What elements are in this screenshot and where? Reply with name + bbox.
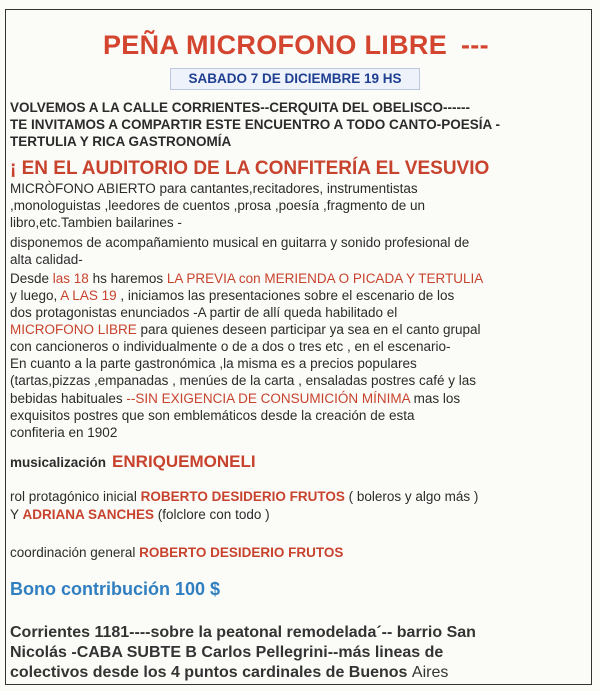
text: coordinación general xyxy=(10,545,140,560)
highlight-time: las 18 xyxy=(52,271,89,286)
music-name: ENRIQUEMONELI xyxy=(112,452,256,471)
text: , iniciamos las presentaciones sobre el escenario de los xyxy=(116,288,455,303)
music-label: musicalización xyxy=(10,455,107,470)
body-line-3: libro,etc.Tambien bailarines - xyxy=(10,215,182,230)
intro-line-2: TE INVITAMOS A COMPARTIR ESTE ENCUENTRO A TODO CANTO-POESÍA - xyxy=(10,117,501,132)
body-line-11: En cuanto a la parte gastronómica ,la misma es a precios populares xyxy=(10,356,417,371)
text: ( boleros y algo más ) xyxy=(344,489,479,504)
text: hs haremos xyxy=(88,271,167,286)
role-line-1 xyxy=(10,489,478,505)
text: mas los xyxy=(409,391,461,406)
venue-heading: ¡ EN EL AUDITORIO DE LA CONFITERÍA EL VESUVIO xyxy=(10,158,490,179)
body-line-8: dos protagonistas enunciados -A partir de allí queda habilitado el xyxy=(10,305,398,320)
coordinator-name: ROBERTO DESIDERIO FRUTOS xyxy=(139,545,344,560)
highlight-time: A LAS 19 xyxy=(60,288,117,303)
body-line-5: alta calidad- xyxy=(10,252,83,267)
text: para quienes deseen participar ya sea en el canto grupal xyxy=(136,322,481,337)
body-line-14: exquisitos postres que son emblemáticos desde la creación de esta xyxy=(10,408,415,423)
bono-contribution: Bono contribución 100 $ xyxy=(10,579,221,599)
body-line-9 xyxy=(10,322,481,338)
address-line-2: Nicolás -CABA SUBTE B Carlos Pellegrini--más lineas de xyxy=(10,644,444,661)
body-line-12: (tartas,pizzas ,empanadas , menúes de la carta , ensaladas postres café y las xyxy=(10,373,476,388)
title-text: PEÑA MICROFONO LIBRE xyxy=(103,30,448,60)
highlight-microfono: MICROFONO LIBRE xyxy=(10,322,137,337)
text: colectivos desde los 4 puntos cardinales de Buenos xyxy=(10,664,408,681)
musicalization xyxy=(10,452,256,472)
text: Aires xyxy=(411,664,449,681)
body-line-13 xyxy=(10,391,460,407)
text: rol protagónico inicial xyxy=(10,489,141,504)
body-line-6 xyxy=(10,271,483,287)
intro-line-1: VOLVEMOS A LA CALLE CORRIENTES--CERQUITA DEL OBELISCO------ xyxy=(10,100,470,115)
body-line-7 xyxy=(10,288,454,304)
coordination-line xyxy=(10,545,343,561)
highlight-previa: LA PREVIA con MERIENDA O PICADA Y TERTULIA xyxy=(166,271,484,286)
address-line-3 xyxy=(10,663,448,683)
text: bebidas habituales xyxy=(10,391,127,406)
text: Y xyxy=(10,507,23,522)
artist-name: ROBERTO DESIDERIO FRUTOS xyxy=(140,489,345,504)
body-line-10: con cancioneros o individualmente o de a dos o tres etc , en el escenario- xyxy=(10,339,451,354)
body-line-15: confiteria en 1902 xyxy=(10,425,118,440)
flyer-title xyxy=(103,30,489,61)
address-line-1: Corrientes 1181----sobre la peatonal remodelada´-- barrio San xyxy=(10,624,476,641)
event-date: SABADO 7 DE DICIEMBRE 19 HS xyxy=(170,68,420,90)
title-suffix: --- xyxy=(461,30,489,60)
body-line-4: disponemos de acompañamiento musical en guitarra y sonido profesional de xyxy=(10,235,470,250)
body-line-1: MICRÒFONO ABIERTO para cantantes,recitadores, instrumentistas xyxy=(10,181,418,196)
text: y luego, xyxy=(10,288,61,303)
intro-line-3: TERTULIA Y RICA GASTRONOMÍA xyxy=(10,134,232,149)
highlight-consumicion: --SIN EXIGENCIA DE CONSUMICIÓN MÍNIMA xyxy=(126,391,410,406)
text: Desde xyxy=(10,271,53,286)
body-line-2: ,monologuistas ,leedores de cuentos ,prosa ,poesía ,fragmento de un xyxy=(10,198,426,213)
text: (folclore con todo ) xyxy=(154,507,270,522)
artist-name: ADRIANA SANCHES xyxy=(22,507,155,522)
role-line-2 xyxy=(10,507,270,523)
